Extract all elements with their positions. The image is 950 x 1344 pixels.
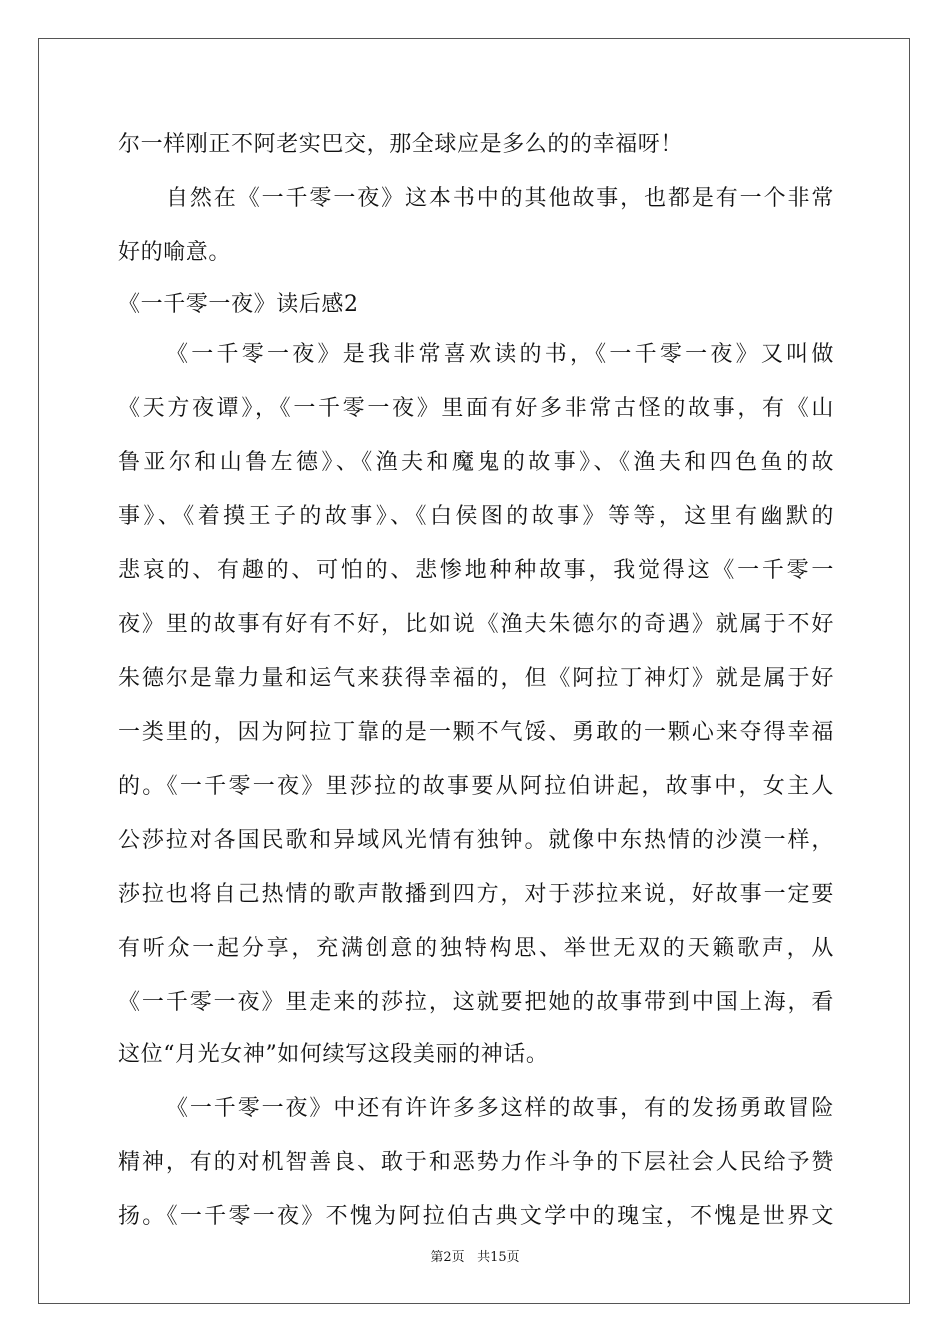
text-line: 一类里的，因为阿拉丁靠的是一颗不气馁、勇敢的一颗心来夺得幸福	[118, 720, 834, 745]
text-line: 《一千零一夜》里走来的莎拉，这就要把她的故事带到中国上海，看	[118, 990, 834, 1015]
text-line: 悲哀的、有趣的、可怕的、悲惨地种种故事，我觉得这《一千零一	[118, 558, 834, 583]
page-number: 第2页	[430, 1250, 465, 1265]
text-line: 夜》里的故事有好有不好，比如说《渔夫朱德尔的奇遇》就属于不好	[118, 612, 834, 637]
text-line: 这位“月光女神”如何续写这段美丽的神话。	[118, 1042, 549, 1067]
text-line: 有听众一起分享，充满创意的独特构思、举世无双的天籁歌声，从	[118, 936, 834, 961]
text-line: 的。《一千零一夜》里莎拉的故事要从阿拉伯讲起，故事中，女主人	[118, 774, 834, 799]
text-line: 莎拉也将自己热情的歌声散播到四方，对于莎拉来说，好故事一定要	[118, 882, 834, 907]
text-line: 公莎拉对各国民歌和异域风光情有独钟。就像中东热情的沙漠一样，	[118, 828, 834, 853]
paragraph-first-line: 自然在《一千零一夜》这本书中的其他故事，也都是有一个非常	[166, 186, 834, 211]
paragraph-first-line: 《一千零一夜》是我非常喜欢读的书，《一千零一夜》又叫做	[166, 342, 834, 367]
text-line: 尔一样刚正不阿老实巴交，那全球应是多么的的幸福呀！	[118, 132, 684, 157]
text-line: 好的喻意。	[118, 240, 232, 265]
text-line: 《天方夜谭》，《一千零一夜》里面有好多非常古怪的故事，有《山	[118, 396, 834, 421]
page-footer	[0, 1246, 950, 1265]
text-line: 事》、《着摸王子的故事》、《白侯图的故事》等等，这里有幽默的	[118, 504, 834, 529]
text-line: 精神，有的对机智善良、敢于和恶势力作斗争的下层社会人民给予赞	[118, 1150, 834, 1175]
text-line: 鲁亚尔和山鲁左德》、《渔夫和魔鬼的故事》、《渔夫和四色鱼的故	[118, 450, 834, 475]
page-total: 共15页	[477, 1250, 520, 1265]
paragraph-first-line: 《一千零一夜》中还有许许多多这样的故事，有的发扬勇敢冒险	[166, 1096, 834, 1121]
text-line: 朱德尔是靠力量和运气来获得幸福的，但《阿拉丁神灯》就是属于好	[118, 666, 834, 691]
text-line: 扬。《一千零一夜》不愧为阿拉伯古典文学中的瑰宝，不愧是世界文	[118, 1204, 834, 1229]
section-heading: 《一千零一夜》读后感2	[118, 292, 359, 317]
